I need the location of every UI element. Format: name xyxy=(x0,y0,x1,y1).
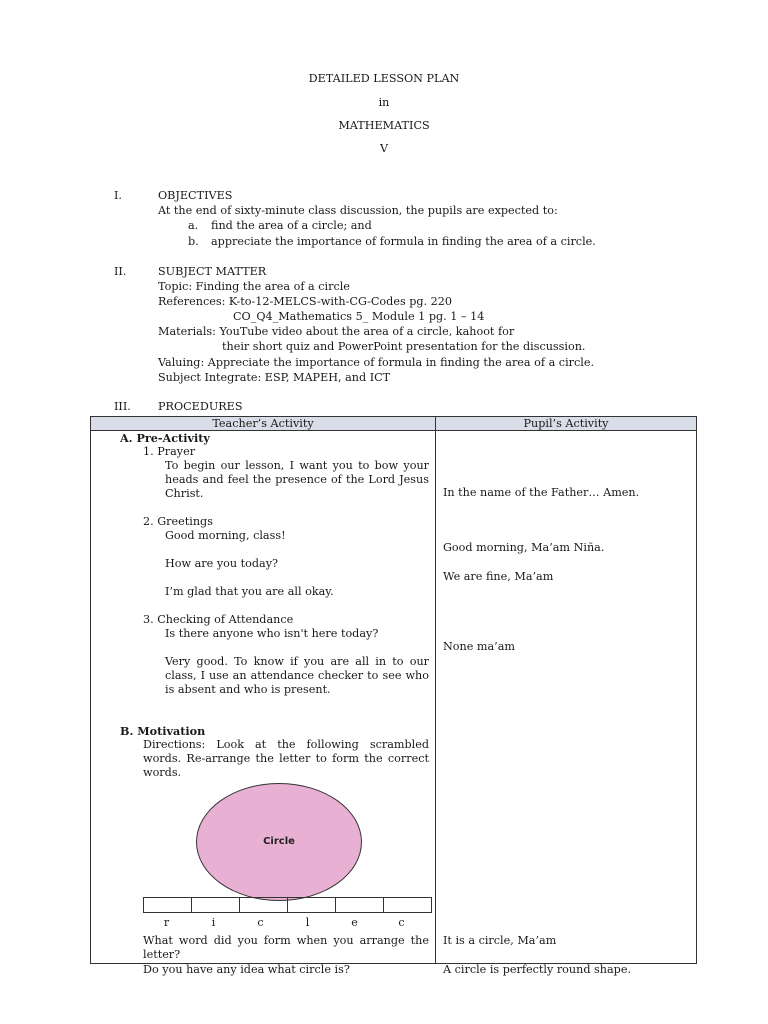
objective-a-marker: a. xyxy=(188,219,199,232)
subject-matter-title: SUBJECT MATTER xyxy=(158,265,267,278)
title-line-4: V xyxy=(379,142,389,155)
title-line-3: MATHEMATICS xyxy=(338,119,430,132)
subject-references-cont: CO_Q4_Mathematics 5_ Module 1 pg. 1 – 14 xyxy=(233,310,485,323)
motivation-question-2: Do you have any idea what circle is? xyxy=(143,963,350,976)
pupil-activity-cell xyxy=(436,431,697,976)
answer-box xyxy=(287,897,336,913)
scrambled-letter: e xyxy=(351,916,358,929)
pupil-response-5: It is a circle, Ma’am xyxy=(443,934,557,947)
answer-boxes xyxy=(143,897,431,913)
title-line-1: DETAILED LESSON PLAN xyxy=(308,72,460,85)
scrambled-letter: i xyxy=(211,916,216,929)
motivation-question-1: What word did you form when you arrange the letter? xyxy=(143,934,429,961)
answer-box xyxy=(335,897,384,913)
answer-box xyxy=(239,897,288,913)
subject-topic: Topic: Finding the area of a circle xyxy=(158,280,350,293)
subject-matter-number: II. xyxy=(114,265,127,278)
attendance-line-2: Very good. To know if you are all in to our class, I use an attendance checker to see who is absent and who is present. xyxy=(165,655,429,696)
answer-box xyxy=(191,897,240,913)
scrambled-letter: l xyxy=(305,916,310,929)
motivation-directions: Directions: Look at the following scrambled words. Re-arrange the letter to form the correct words. xyxy=(143,738,429,779)
objectives-intro: At the end of sixty-minute class discussion, the pupils are expected to: xyxy=(158,204,558,217)
teacher-activity-header: Teacher’s Activity xyxy=(91,417,436,431)
subject-valuing: Valuing: Appreciate the importance of formula in finding the area of a circle. xyxy=(158,356,595,369)
scrambled-letter: c xyxy=(398,916,405,929)
attendance-heading: 3. Checking of Attendance xyxy=(143,613,294,626)
subject-integrate: Subject Integrate: ESP, MAPEH, and ICT xyxy=(158,371,391,384)
greeting-line-1: Good morning, class! xyxy=(165,529,286,542)
circle-label: Circle xyxy=(263,836,295,847)
scrambled-letter: r xyxy=(163,916,170,929)
procedures-table xyxy=(90,416,697,976)
pupil-response-1: In the name of the Father… Amen. xyxy=(443,486,640,499)
procedures-title: PROCEDURES xyxy=(158,400,243,413)
answer-box xyxy=(383,897,432,913)
greeting-line-2: How are you today? xyxy=(165,557,279,570)
objectives-title: OBJECTIVES xyxy=(158,189,233,202)
pupil-response-4: None ma’am xyxy=(443,640,516,653)
pupil-response-3: We are fine, Ma’am xyxy=(443,570,554,583)
greeting-line-3: I’m glad that you are all okay. xyxy=(165,585,334,598)
motivation-heading: B. Motivation xyxy=(120,724,206,738)
answer-box xyxy=(143,897,192,913)
prayer-text: To begin our lesson, I want you to bow your heads and feel the presence of the Lord Jesus Christ. xyxy=(165,459,429,500)
scrambled-letter: c xyxy=(257,916,264,929)
subject-materials: Materials: YouTube video about the area of a circle, kahoot for xyxy=(158,325,515,338)
scrambled-letters xyxy=(143,916,425,929)
pupil-activity-header: Pupil’s Activity xyxy=(436,417,697,431)
greetings-heading: 2. Greetings xyxy=(143,515,213,528)
procedures-number: III. xyxy=(114,400,131,413)
objective-b-marker: b. xyxy=(188,235,199,248)
pre-activity-heading: A. Pre-Activity xyxy=(120,431,210,445)
teacher-activity-cell xyxy=(91,431,436,976)
subject-references: References: K-to-12-MELCS-with-CG-Codes pg. 220 xyxy=(158,295,453,308)
circle-shape xyxy=(196,783,362,901)
pupil-response-6: A circle is perfectly round shape. xyxy=(443,963,631,976)
title-line-2: in xyxy=(378,96,390,109)
objective-a-text: find the area of a circle; and xyxy=(211,219,372,232)
attendance-line-1: Is there anyone who isn't here today? xyxy=(165,627,379,640)
objective-b-text: appreciate the importance of formula in finding the area of a circle. xyxy=(211,235,596,248)
pupil-response-2: Good morning, Ma’am Niña. xyxy=(443,541,605,554)
objectives-number: I. xyxy=(114,189,122,202)
subject-materials-cont: their short quiz and PowerPoint presentation for the discussion. xyxy=(222,340,586,353)
prayer-heading: 1. Prayer xyxy=(143,445,196,458)
